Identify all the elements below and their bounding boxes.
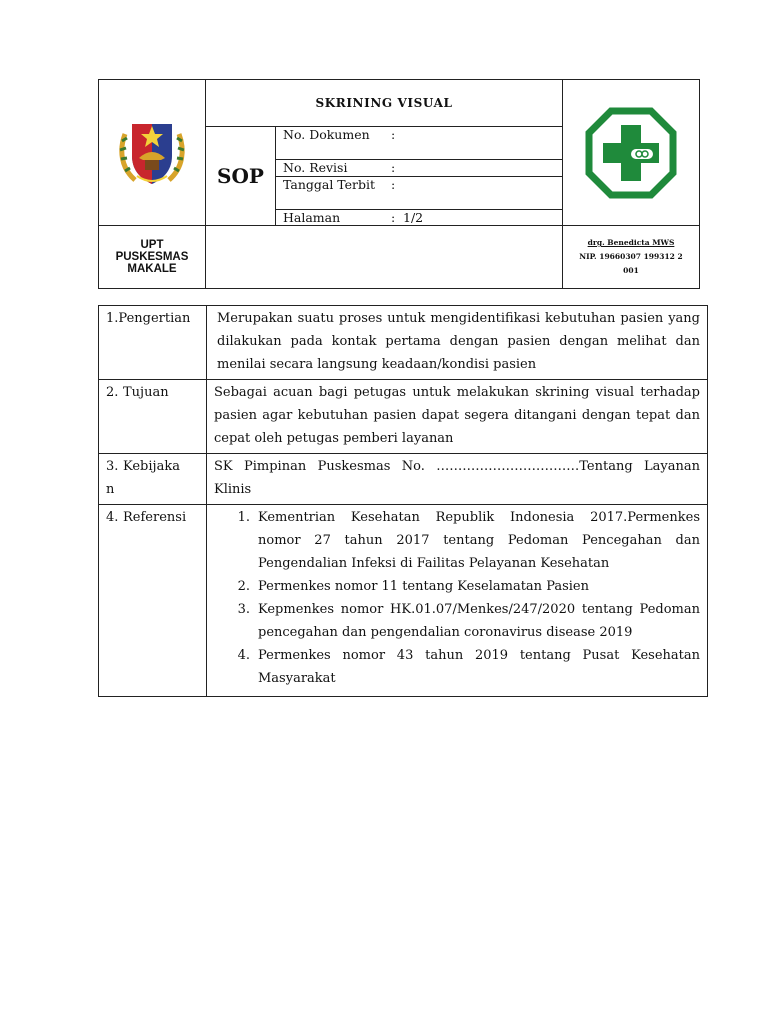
left-logo-cell [99,80,206,226]
table-row [99,380,708,454]
meta-key: Tanggal Terbit [283,177,376,192]
signatory-name: drg. Benedicta MWS [587,238,675,247]
list-item [214,598,700,644]
signatory-nip: NIP. 19660307 199312 2 [579,252,683,261]
list-item-number: 3. [237,602,250,617]
meta-row-page [276,210,562,225]
regional-government-emblem-icon [99,116,205,190]
meta-key: Halaman [283,210,341,225]
sop-label: SOP [206,127,276,226]
row-label-text: Pengertian [118,311,191,326]
row-number: 2. [106,385,119,400]
row-content: Sebagai acuan bagi petugas untuk melakukan skrining visual terhadap pasien agar kebutuhan pasien dapat segera ditangani dengan tepat dan cepat oleh petugas pemberi layanan [207,380,708,454]
table-row [99,454,708,505]
row-content [207,505,708,697]
sop-content-table [98,305,708,697]
list-item-text: Kepmenkes nomor HK.01.07/Menkes/247/2020 tentang Pedoman pencegahan dan pengendalian coronavirus disease 2019 [258,602,700,640]
document-meta [276,127,563,226]
org-line: MAKALE [127,263,177,275]
table-row [99,505,708,697]
meta-colon: : [391,160,396,175]
meta-row-issue-date [276,177,562,210]
table-row [99,306,708,380]
meta-colon: : [391,177,396,192]
row-label-text: Referensi [123,510,187,525]
org-line: PUSKESMAS [115,251,189,263]
meta-key: No. Revisi [283,160,348,175]
meta-colon: : [391,210,396,225]
blank-cell [206,226,563,289]
meta-row-doc-number [276,127,562,160]
list-item-number: 4. [237,648,250,663]
reference-list [214,506,700,690]
organization-name [99,226,206,289]
row-number: 1. [106,311,119,326]
sop-header-table [98,79,700,289]
row-content: Merupakan suatu proses untuk mengidentifikasi kebutuhan pasien yang dilakukan pada kontak pertama dengan pasien dengan melihat dan menilai secara langsung keadaan/kondisi pasien [207,306,708,380]
org-line: UPT [140,239,164,251]
row-label-text: Tujuan [123,385,169,400]
row-number: 4. [106,510,119,525]
right-logo-cell [563,80,700,226]
meta-value [403,161,556,175]
list-item [214,506,700,575]
row-label [99,505,207,697]
list-item-number: 2. [237,579,250,594]
row-content: SK Pimpinan Puskesmas No. ……………………………Tentang Layanan Klinis [207,454,708,505]
list-item-text: Permenkes nomor 43 tahun 2019 tentang Pusat Kesehatan Masyarakat [258,648,700,686]
row-number: 3. [106,459,119,474]
row-label-text: Kebijaka n [106,459,180,497]
meta-colon: : [391,127,396,142]
puskesmas-cross-icon [563,107,699,199]
row-label [99,380,207,454]
list-item-text: Permenkes nomor 11 tentang Keselamatan Pasien [258,579,589,594]
meta-value: 1/2 [403,210,424,225]
signatory-nip-cont: 001 [623,266,639,275]
signatory-block [563,226,700,289]
list-item [214,575,700,598]
list-item-text: Kementrian Kesehatan Republik Indonesia 2017.Permenkes nomor 27 tahun 2017 tentang Pedoman Pencegahan dan Pengendalian Infeksi di Failitas Pelayanan Kesehatan [258,510,700,571]
meta-row-revision [276,160,562,177]
meta-key: No. Dokumen [283,127,370,142]
meta-value [403,128,556,158]
row-label [99,454,207,505]
document-title: SKRINING VISUAL [206,80,563,127]
meta-value [403,178,556,208]
row-label [99,306,207,380]
list-item-number: 1. [237,510,250,525]
list-item [214,644,700,690]
